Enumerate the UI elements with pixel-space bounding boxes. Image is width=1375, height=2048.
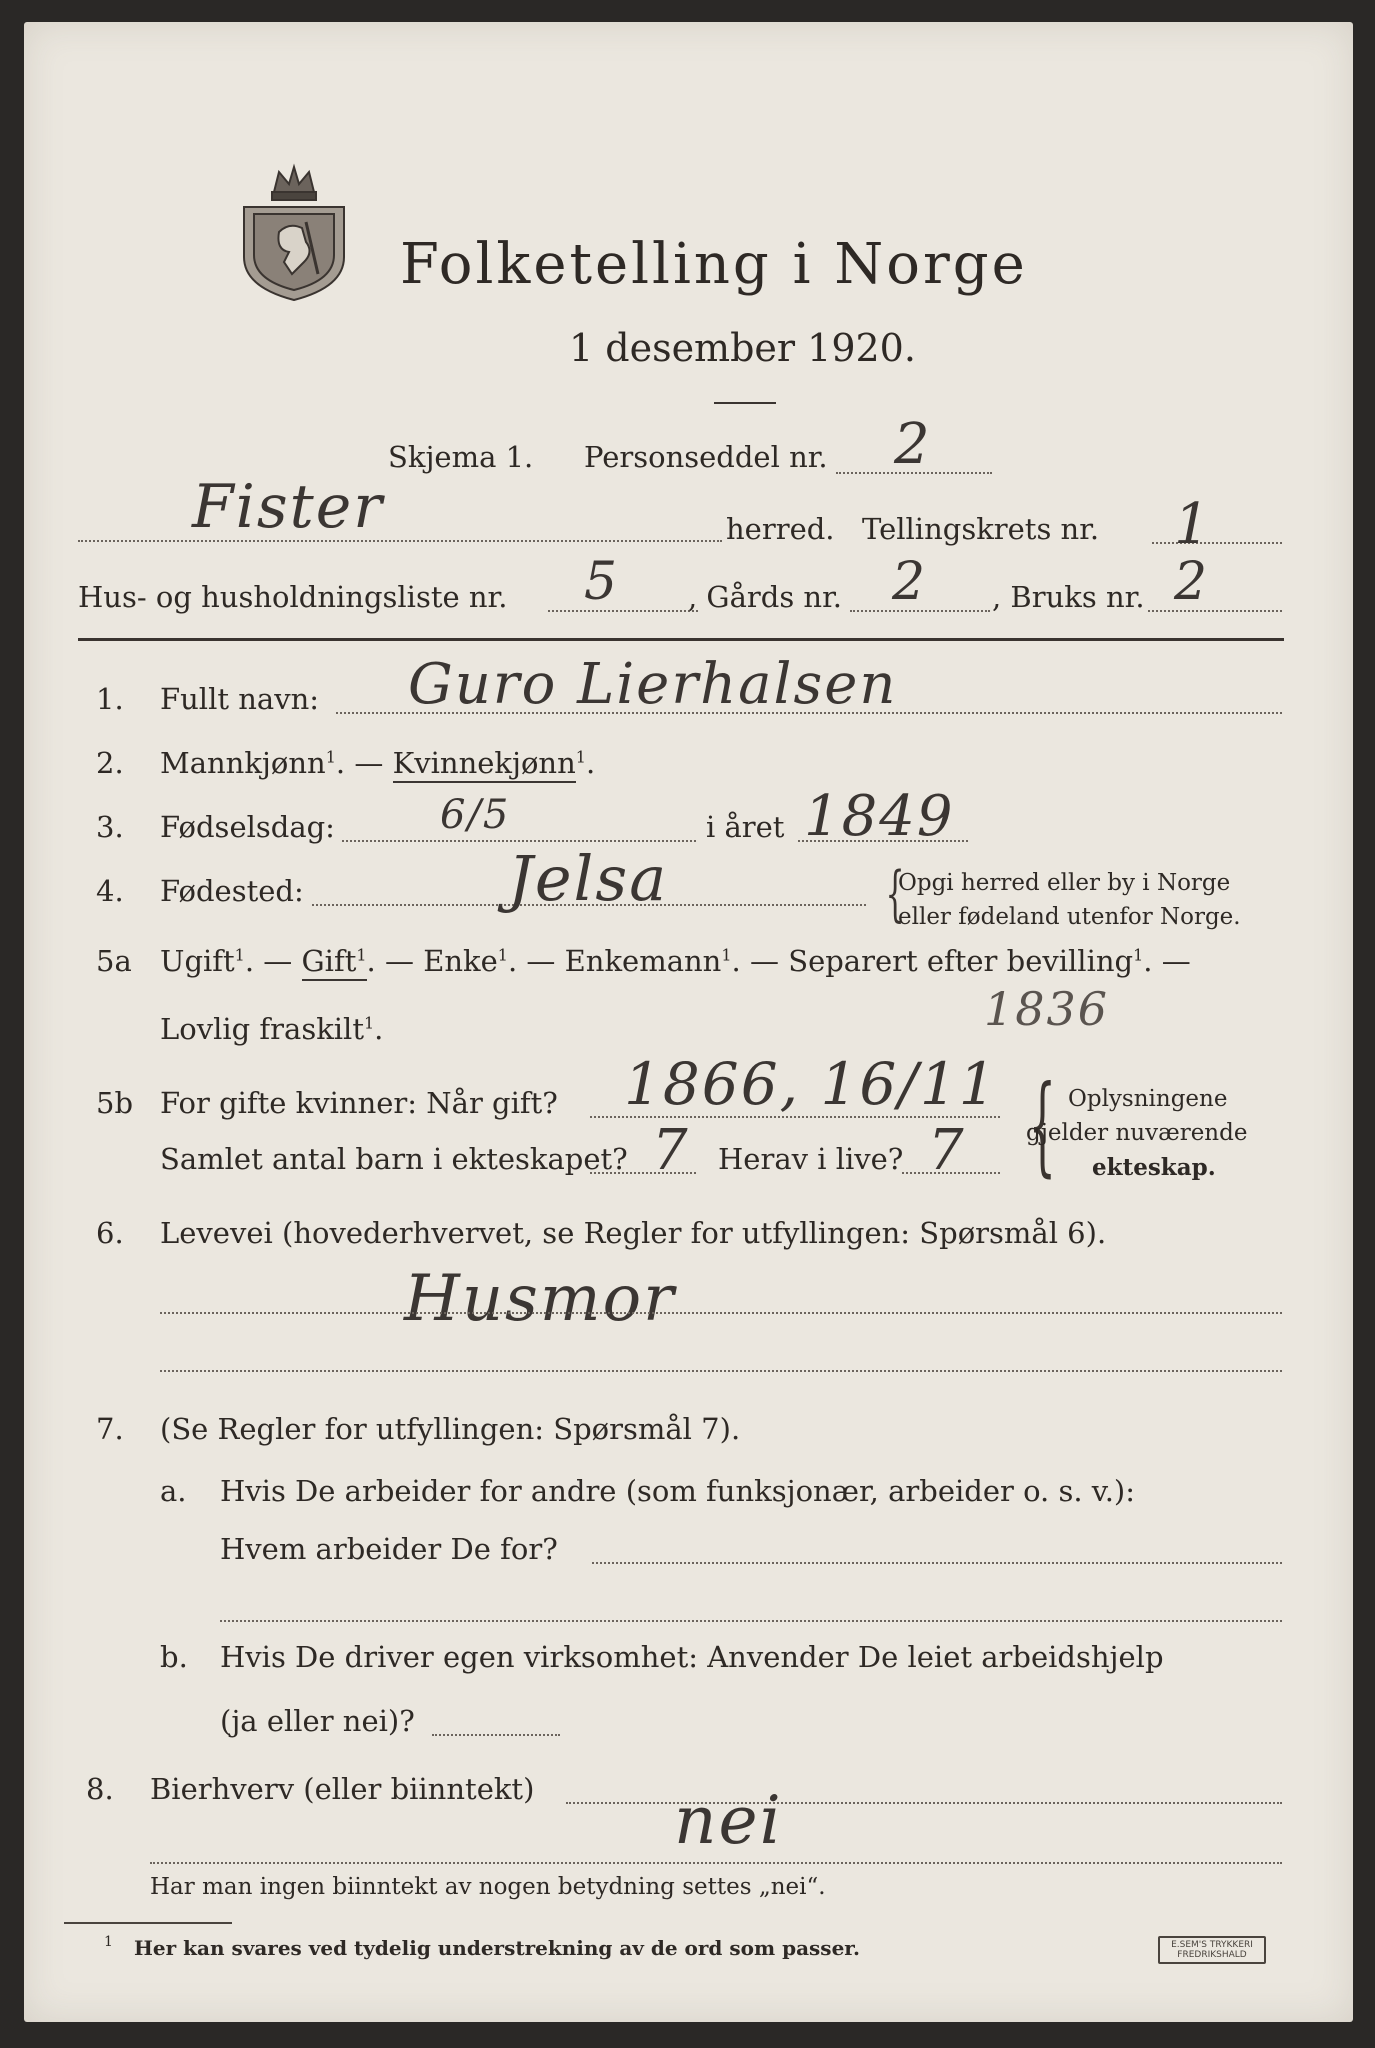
q5a-options: Ugift$^1$. — Gift$^1$. — Enke$^1$. — Enkemann$^1$. — Separert efter bevilling$^1$. — bbox=[160, 944, 1191, 978]
marriage-date-value: 1866, 16/11 bbox=[624, 1050, 998, 1118]
children-alive-value: 7 bbox=[928, 1118, 966, 1183]
q3-label: Fødselsdag: bbox=[160, 810, 335, 844]
status-separert-option: Separert efter bevilling bbox=[788, 944, 1134, 978]
herred-value: Fister bbox=[192, 472, 384, 542]
footnote-text: Her kan svares ved tydelig understrekning av de ord som passer. bbox=[134, 1936, 860, 1960]
q8-note: Har man ingen biinntekt av nogen betydning settes „nei“. bbox=[150, 1874, 826, 1900]
census-form: Folketelling i Norge 1 desember 1920. Skjema 1. Personseddel nr. 2 Fister herred. Tellingskrets nr. 1 Hus- og husholdningsliste nr. 5 , Gårds nr. 2 , Bruks nr. 2 1. Fullt navn: Guro Lierhalsen 2. Mannkjønn$^1$. — Kvinnekjønn$^1$. 3. Fødselsdag: 6/5 i året 1849 4. Fødested: Jelsa { Opgi herred eller by i Norge eller fødeland utenfor Norge. 5a Ugift$^1$. — Gift$^1$. — Enke$^1$. — Enkemann$^1$. — Separert efter bevilling$^1$. — Lovlig fraskilt$^1$. 1836 5b For gifte kvinner: Når gift? 1866, 16/11 Samlet antal barn i ekteskapet? 7 Herav i live? 7 { Oplysningene gjelder nuværende ekteskap. 6. Levevei (hovederhvervet, se Regler for utfyllingen: Spørsmål 6). Husmor 7. (Se Regler for utfyllingen: Spørsmål 7). a. Hvis De arbeider for andre (som funksjonær, arbeider o. s. v.): Hvem arbeider De for? b. Hvis De driver egen virksomhet: Anvender De leiet arbeidshjelp (ja eller nei)? 8. Bierhverv (eller biinntekt) nei Har man ingen biinntekt av nogen betydning settes „nei“. 1 Her kan svares ved tydelig understrekning av de ord som passer. E.SEM'S TRYKKERI FREDRIKSHALD bbox=[24, 22, 1353, 2022]
skjema-label: Skjema 1. bbox=[388, 440, 534, 474]
title-divider bbox=[714, 402, 776, 404]
bruks-value: 2 bbox=[1174, 552, 1210, 612]
q5b-label: For gifte kvinner: Når gift? bbox=[160, 1086, 558, 1120]
q7a-question: Hvem arbeider De for? bbox=[220, 1532, 558, 1566]
status-enke-option: Enke bbox=[423, 944, 498, 978]
q7-label: (Se Regler for utfyllingen: Spørsmål 7). bbox=[160, 1412, 741, 1446]
q7a-letter: a. bbox=[160, 1474, 187, 1508]
status-ugift-option: Ugift bbox=[160, 944, 235, 978]
q5a-number: 5a bbox=[96, 944, 132, 978]
q4-note-line1: Opgi herred eller by i Norge bbox=[898, 870, 1231, 896]
alive-label: Herav i live? bbox=[718, 1142, 904, 1176]
status-lovlig-option: Lovlig fraskilt$^1$. bbox=[160, 1012, 384, 1046]
birthday-value: 6/5 bbox=[440, 792, 511, 838]
q5b-note-line1: Oplysningene bbox=[1068, 1086, 1228, 1112]
birth-year-value: 1849 bbox=[804, 784, 955, 849]
q6-number: 6. bbox=[96, 1216, 124, 1250]
coat-of-arms-icon bbox=[234, 162, 354, 302]
section-divider bbox=[78, 638, 1284, 641]
tellingskrets-value: 1 bbox=[1174, 492, 1212, 557]
printer-stamp: E.SEM'S TRYKKERI FREDRIKSHALD bbox=[1158, 1936, 1266, 1964]
census-date: 1 desember 1920. bbox=[569, 326, 916, 370]
children-total-value: 7 bbox=[652, 1118, 690, 1183]
husliste-value: 5 bbox=[584, 552, 620, 612]
gards-value: 2 bbox=[892, 552, 928, 612]
status-enkemann-option: Enkemann bbox=[564, 944, 722, 978]
status-gift-option: Gift$^1$ bbox=[302, 944, 367, 981]
children-label: Samlet antal barn i ekteskapet? bbox=[160, 1142, 628, 1176]
q7a-text: Hvis De arbeider for andre (som funksjonær, arbeider o. s. v.): bbox=[220, 1474, 1136, 1508]
full-name-value: Guro Lierhalsen bbox=[408, 652, 898, 717]
q5b-note-line2: gjelder nuværende bbox=[1026, 1120, 1248, 1146]
q8-label: Bierhverv (eller biinntekt) bbox=[150, 1772, 535, 1806]
footnote-mark: 1 bbox=[104, 1934, 113, 1950]
q7b-question: (ja eller nei)? bbox=[220, 1704, 415, 1738]
q4-note-line2: eller fødeland utenfor Norge. bbox=[898, 904, 1241, 930]
personseddel-label: Personseddel nr. bbox=[584, 440, 828, 474]
q7b-answer-line bbox=[432, 1734, 560, 1736]
herred-label: herred. bbox=[726, 512, 835, 546]
year-label: i året bbox=[706, 810, 785, 844]
gards-label: , Gårds nr. bbox=[688, 580, 842, 614]
q7b-text: Hvis De driver egen virksomhet: Anvender De leiet arbeidshjelp bbox=[220, 1640, 1164, 1674]
birthplace-value: Jelsa bbox=[508, 842, 669, 915]
q7a-answer-line bbox=[592, 1562, 1282, 1564]
q2-number: 2. bbox=[96, 746, 124, 780]
q5b-number: 5b bbox=[96, 1086, 134, 1120]
husliste-label: Hus- og husholdningsliste nr. bbox=[78, 580, 508, 614]
secondary-income-value: nei bbox=[674, 1782, 783, 1859]
tellingskrets-label: Tellingskrets nr. bbox=[862, 512, 1100, 546]
margin-note: 1836 bbox=[984, 982, 1110, 1036]
q8-number: 8. bbox=[86, 1772, 114, 1806]
q4-label: Fødested: bbox=[160, 874, 304, 908]
sex-male-option: Mannkjønn bbox=[160, 746, 326, 780]
q1-label: Fullt navn: bbox=[160, 682, 320, 716]
q7b-letter: b. bbox=[160, 1640, 188, 1674]
personseddel-value: 2 bbox=[894, 412, 932, 477]
q3-number: 3. bbox=[96, 810, 124, 844]
q4-number: 4. bbox=[96, 874, 124, 908]
q6-label: Levevei (hovederhvervet, se Regler for utfyllingen: Spørsmål 6). bbox=[160, 1216, 1107, 1250]
sex-female-option: Kvinnekjønn bbox=[393, 746, 576, 783]
footnote-rule bbox=[64, 1922, 232, 1924]
form-title: Folketelling i Norge bbox=[400, 232, 1028, 297]
occupation-value: Husmor bbox=[404, 1262, 676, 1336]
q5b-note-line3: ekteskap. bbox=[1092, 1154, 1216, 1181]
q2-options: Mannkjønn$^1$. — Kvinnekjønn$^1$. bbox=[160, 746, 595, 780]
bruks-label: , Bruks nr. bbox=[992, 580, 1145, 614]
q1-number: 1. bbox=[96, 682, 124, 716]
q7-number: 7. bbox=[96, 1412, 124, 1446]
